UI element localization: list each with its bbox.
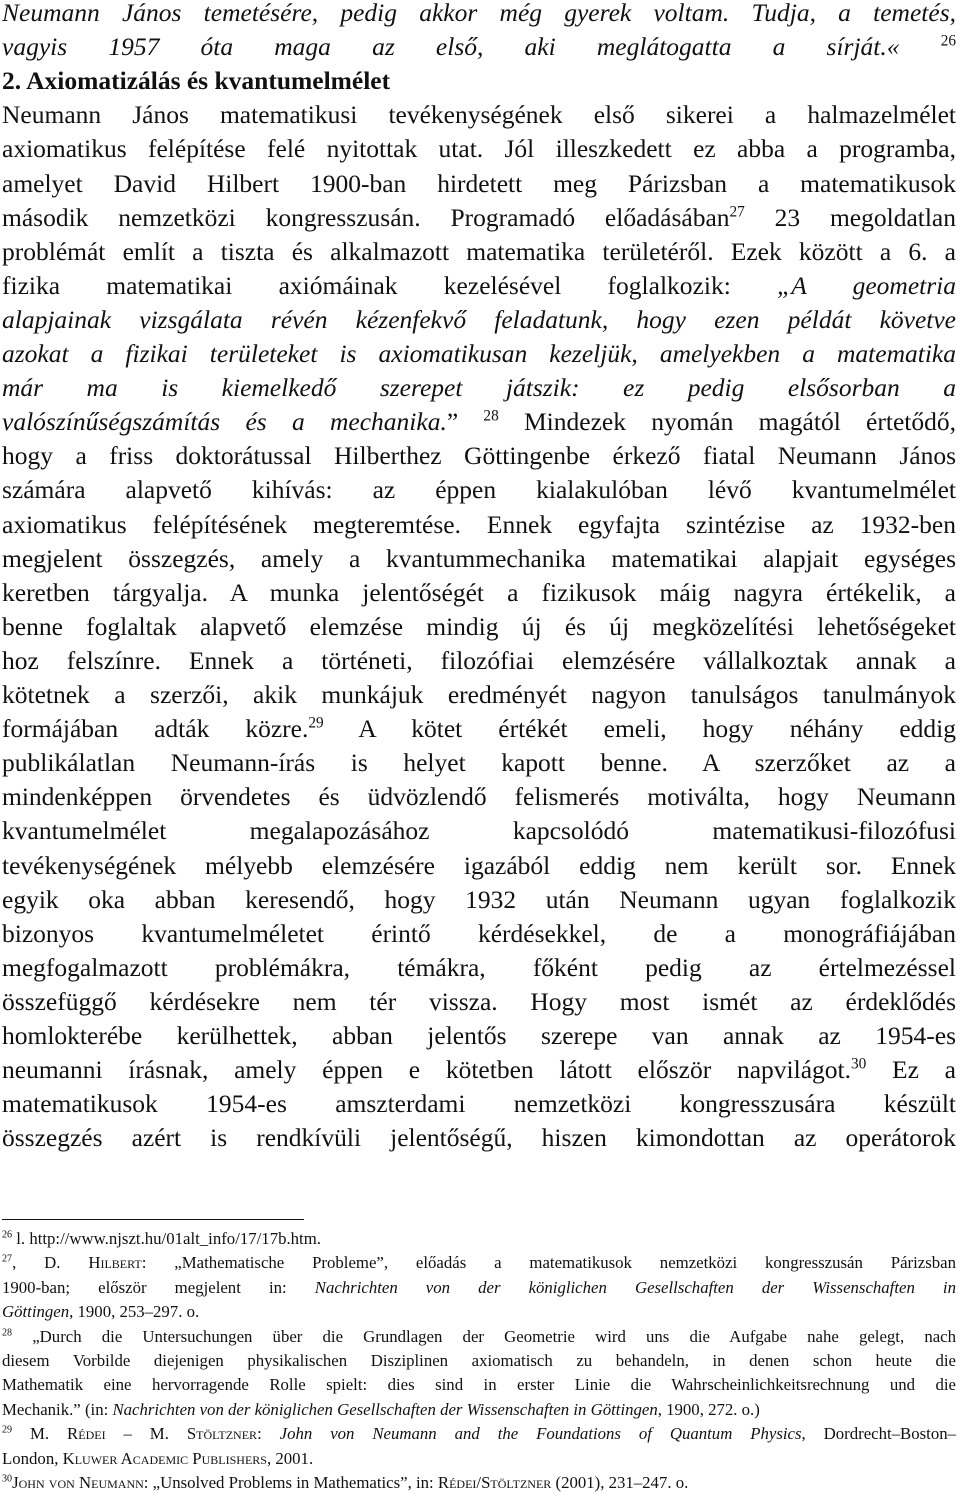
text-run: , 1900, 272. o.) bbox=[657, 1399, 760, 1419]
text-run: 2. Axiomatizálás és kvantumelmélet bbox=[2, 66, 391, 96]
text-run: Mechanik.” (in: bbox=[2, 1399, 113, 1419]
text-run: publikálatlan Neumann-írás is helyet kapott benne. A szerzőket az a bbox=[2, 748, 956, 778]
text-run: 23 megoldatlan bbox=[744, 202, 957, 232]
text-run: vagyis 1957 óta maga az első, aki meglátogatta a sírját.« bbox=[2, 32, 941, 62]
text-run: Nachrichten von der königlichen Gesellschaften der Wissenschaften in bbox=[314, 1277, 956, 1297]
body-line bbox=[2, 303, 956, 337]
text-run: axiomatikus felépítése felé nyitottak utat. Jól illeszkedett ez abba a programba, bbox=[2, 134, 956, 164]
body-line bbox=[2, 985, 956, 1019]
body-line bbox=[2, 269, 956, 303]
text-run: egyik oka abban keresendő, hogy 1932 után Neumann ugyan foglalkozik bbox=[2, 884, 956, 914]
text-run: Stöltzner bbox=[186, 1424, 258, 1444]
body-line bbox=[2, 235, 956, 269]
text-run: alapjainak vizsgálata révén kézenfekvő feladatunk, hogy ezen példát követve bbox=[2, 304, 956, 334]
footnote-line bbox=[2, 1471, 956, 1495]
body-line bbox=[2, 746, 956, 780]
footnote-line bbox=[2, 1398, 956, 1422]
text-run: Mathematik eine hervorragende Rolle spielt: dies sind in erster Linie die Wahrscheinlichkeitsrechnung und die bbox=[2, 1375, 956, 1395]
text-run: , D. bbox=[12, 1253, 89, 1273]
text-run: ” bbox=[446, 407, 484, 437]
footnote-ref: 30 bbox=[2, 1473, 13, 1485]
text-run: diesem Vorbilde diejenigen physikalischen Disziplinen axiomatisch zu behandeln, in denen schon heute die bbox=[2, 1351, 956, 1370]
body-line bbox=[2, 542, 956, 576]
text-run: azokat a fizikai területeket is axiomatikusan kezeljük, amelyekben a matematika bbox=[2, 339, 956, 368]
text-run: : bbox=[257, 1424, 280, 1444]
text-run: homlokterébe kerülhettek, abban jelentős szerepe van annak az 1954-es bbox=[2, 1021, 956, 1050]
footnote-ref: 26 bbox=[2, 1229, 13, 1241]
text-run: axiomatikus felépítésének megteremtése. Ennek egyfajta szintézise az 1932-ben bbox=[2, 509, 956, 539]
text-run: második nemzetközi kongresszusán. Programadó előadásában bbox=[2, 202, 730, 232]
body-line bbox=[2, 405, 956, 439]
text-run: , 2001. bbox=[266, 1448, 314, 1468]
text-run: , 1900, 253–297. o. bbox=[69, 1302, 200, 1322]
text-run: összegzés azért is rendkívüli jelentőségű, hiszen kimondottan az operátorok bbox=[2, 1123, 956, 1153]
text-run: problémát említ a tiszta és alkalmazott matematika területéről. Ezek között a 6. a bbox=[2, 236, 956, 266]
text-run: fizika matematikai axiómáinak kezelésével foglalkozik: bbox=[2, 270, 778, 300]
text-run: : „Mathematische Probleme”, előadás a matematikusok nemzetközi kongresszusán Párizsban bbox=[141, 1253, 956, 1273]
text-run: kvantumelmélet megalapozásához kapcsolódó matematikusi-filozófusi bbox=[2, 816, 956, 846]
footnote-line bbox=[2, 1251, 956, 1275]
body-line bbox=[2, 814, 956, 848]
text-run: hoz felszínre. Ennek a történeti, filozófiai elemzésére vállalkoztak annak a bbox=[2, 645, 956, 675]
footnote-line bbox=[2, 1276, 956, 1300]
text-run: megfogalmazott problémákra, témákra, főként pedig az értelmezéssel bbox=[2, 952, 956, 982]
text-run: : „Unsolved Problems in Mathematics”, in: bbox=[143, 1473, 438, 1492]
body-line bbox=[2, 780, 956, 814]
body-line bbox=[2, 371, 956, 405]
text-run: neumanni írásnak, amely éppen e kötetben látott először napvilágot. bbox=[2, 1055, 851, 1085]
footnote-line bbox=[2, 1373, 956, 1397]
body-line bbox=[2, 917, 956, 951]
text-run: (2001), 231–247. o. bbox=[551, 1473, 689, 1492]
footnote-line bbox=[2, 1227, 956, 1251]
text-run: Nachrichten von der königlichen Gesellschaften der Wissenschaften in Göttingen bbox=[112, 1399, 658, 1419]
text-run: 1900-ban; először megjelent in: bbox=[2, 1277, 315, 1297]
body-line bbox=[2, 439, 956, 473]
text-run: l. http://www.njszt.hu/01alt_info/17/17b.htm. bbox=[12, 1229, 321, 1248]
body-line bbox=[2, 132, 956, 166]
footnote-ref: 28 bbox=[2, 1327, 13, 1338]
text-run: M. bbox=[12, 1424, 68, 1444]
text-run: „A geometria bbox=[777, 270, 956, 300]
text-run: London, bbox=[2, 1448, 63, 1468]
body-line bbox=[2, 508, 956, 542]
footnote-ref: 30 bbox=[850, 1055, 867, 1073]
text-run: Göttingen bbox=[2, 1302, 70, 1322]
body-line bbox=[2, 1087, 956, 1121]
body-line bbox=[2, 951, 956, 985]
text-run: Ez a bbox=[866, 1055, 956, 1085]
body-line bbox=[2, 576, 956, 610]
body-line bbox=[2, 1053, 956, 1087]
text-run: valószínűségszámítás és a mechanika. bbox=[2, 407, 447, 437]
body-line bbox=[2, 1121, 956, 1155]
footnote-ref: 27 bbox=[729, 203, 745, 221]
text-run: kötetnek a szerzői, akik munkájuk eredményét nagyon tanulságos tanulmányok bbox=[2, 680, 956, 709]
text-run: Neumann János temetésére, pedig akkor még gyerek voltam. Tudja, a temetés, bbox=[2, 0, 956, 27]
footnote-line bbox=[2, 1422, 956, 1446]
body-line bbox=[2, 473, 956, 507]
text-run: benne foglaltak alapvető elemzése mindig új és új megközelítési lehetőségeket bbox=[2, 611, 956, 641]
text-run: mindenképpen örvendetes és üdvözlendő felismerés motiválta, hogy Neumann bbox=[2, 782, 956, 812]
text-run: számára alapvető kihívás: az éppen kialakulóban lévő kvantumelmélet bbox=[2, 475, 956, 505]
body-line bbox=[2, 0, 956, 30]
footnote-line bbox=[2, 1300, 956, 1324]
body-line bbox=[2, 610, 956, 644]
text-run: Hilbert bbox=[88, 1253, 142, 1273]
text-run: összefüggő kérdésekre nem tér vissza. Hogy most ismét az érdeklődés bbox=[2, 986, 956, 1016]
text-run: formájában adták közre. bbox=[2, 714, 309, 744]
footnote-ref: 26 bbox=[940, 32, 956, 50]
text-run: matematikusok 1954-es amszterdami nemzetközi kongresszusára készült bbox=[2, 1089, 956, 1119]
footnote-ref: 28 bbox=[483, 407, 499, 425]
text-run: keretben tárgyalja. A munka jelentőségét a fizikusok máig nagyra értékelik, a bbox=[2, 577, 956, 607]
text-run: „Durch die Untersuchungen über die Grundlagen der Geometrie wird uns die Aufgabe nahe gelegt, nach bbox=[12, 1326, 956, 1346]
body-line bbox=[2, 337, 956, 371]
body-line bbox=[2, 678, 956, 712]
footnote-ref: 27 bbox=[2, 1253, 13, 1265]
text-run: hogy a friss doktorátussal Hilberthez Göttingenbe érkező fiatal Neumann János bbox=[2, 441, 956, 471]
text-run: , Dordrecht–Boston– bbox=[801, 1424, 956, 1444]
footnote-ref: 29 bbox=[2, 1424, 13, 1436]
text-run: Stöltzner bbox=[481, 1473, 552, 1492]
body-line bbox=[2, 712, 956, 746]
body-line bbox=[2, 30, 956, 64]
footnote-ref: 29 bbox=[308, 714, 324, 732]
text-run: már ma is kiemelkedő szerepet játszik: ez pedig elsősorban a bbox=[2, 373, 956, 403]
body-line bbox=[2, 167, 956, 201]
text-run: amelyet David Hilbert 1900-ban hirdetett meg Párizsban a matematikusok bbox=[2, 168, 956, 198]
footnote-line bbox=[2, 1349, 956, 1373]
footnote-separator bbox=[2, 1219, 304, 1220]
text-run: – M. bbox=[105, 1424, 187, 1444]
footnote-line bbox=[2, 1325, 956, 1349]
text-run: A kötet értékét emeli, hogy néhány eddig bbox=[323, 714, 956, 744]
text-run: John von Neumann and the Foundations of Quantum Physics bbox=[279, 1424, 802, 1444]
text-run: / bbox=[476, 1473, 482, 1492]
text-run: Rédei bbox=[437, 1473, 477, 1492]
text-run: bizonyos kvantumelméletet érintő kérdésekkel, de a monográfiájában bbox=[2, 918, 956, 948]
text-run: Rédei bbox=[67, 1424, 106, 1444]
text-run: tevékenységének mélyebb elemzésére igazából eddig nem került sor. Ennek bbox=[2, 850, 956, 880]
text-run: Mindezek nyomán magától értetődő, bbox=[498, 407, 956, 437]
text-run: John von Neumann bbox=[12, 1473, 144, 1492]
text-run: Neumann János matematikusi tevékenységének első sikerei a halmazelmélet bbox=[2, 100, 956, 130]
text-run: Kluwer Academic Publishers bbox=[62, 1448, 267, 1468]
footnote-line bbox=[2, 1447, 956, 1471]
body-line bbox=[2, 1019, 956, 1053]
text-run: megjelent összegzés, amely a kvantummechanika matematikai alapjait egységes bbox=[2, 543, 956, 573]
body-line bbox=[2, 201, 956, 235]
body-line bbox=[2, 98, 956, 132]
body-line bbox=[2, 64, 956, 98]
body-line bbox=[2, 849, 956, 883]
body-line bbox=[2, 883, 956, 917]
body-line bbox=[2, 644, 956, 678]
